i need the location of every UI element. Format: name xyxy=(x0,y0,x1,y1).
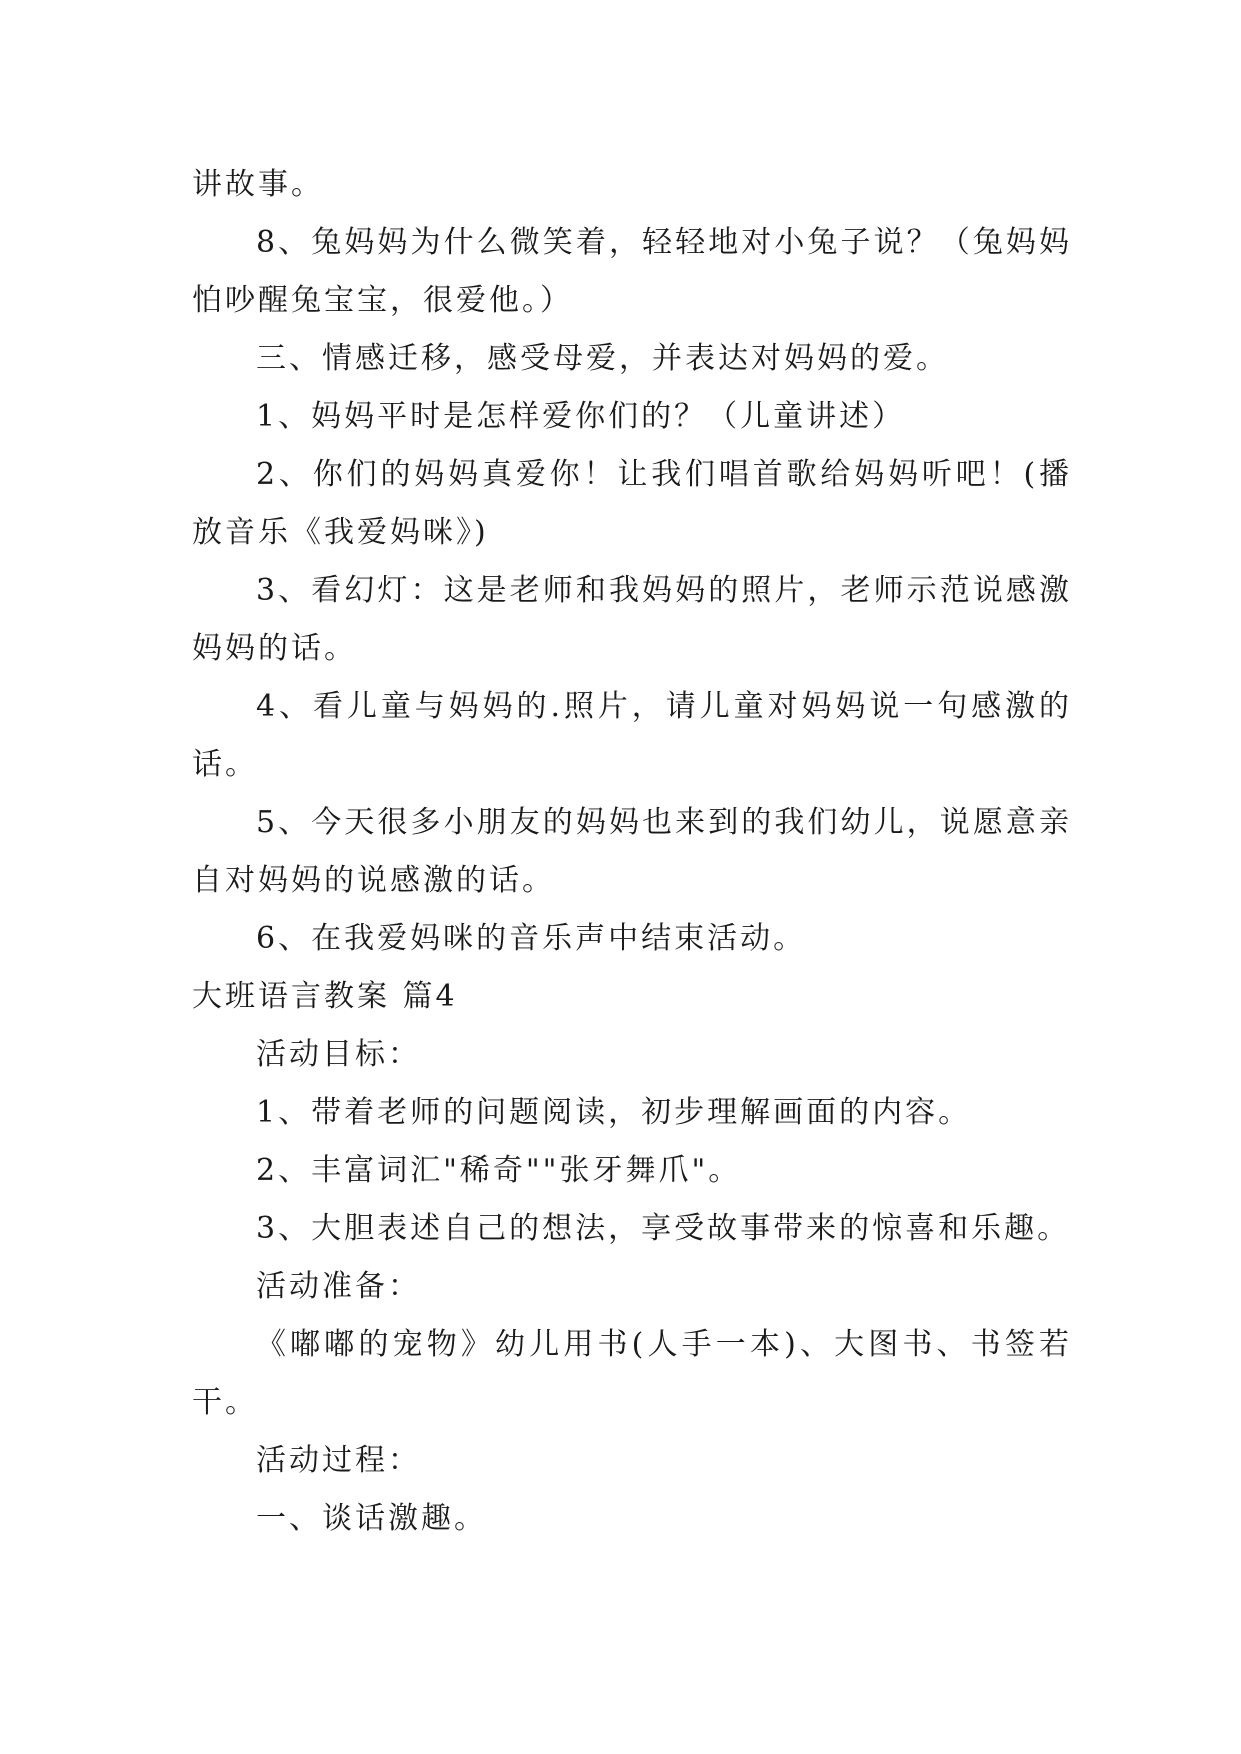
list-item: 1、妈妈平时是怎样爱你们的？（儿童讲述） xyxy=(256,399,906,434)
paragraph: 8、兔妈妈为什么微笑着，轻轻地对小兔子说？（兔妈妈怕吵醒兔宝宝，很爱他。） xyxy=(192,225,1072,318)
subheading: 活动过程： xyxy=(256,1443,421,1478)
list-item: 6、在我爱妈咪的音乐声中结束活动。 xyxy=(256,921,807,956)
paragraph: 《嘟嘟的宠物》幼儿用书(人手一本)、大图书、书签若干。 xyxy=(192,1327,1072,1420)
document-heading: 大班语言教案 篇4 xyxy=(192,979,458,1014)
list-item: 1、带着老师的问题阅读，初步理解画面的内容。 xyxy=(256,1095,972,1130)
list-item: 4、看儿童与妈妈的.照片，请儿童对妈妈说一句感激的话。 xyxy=(192,689,1072,782)
list-item: 2、丰富词汇"稀奇""张牙舞爪"。 xyxy=(256,1153,742,1188)
paragraph: 讲故事。 xyxy=(192,167,324,202)
document-body xyxy=(192,156,1072,1548)
subheading: 活动目标： xyxy=(256,1037,421,1072)
list-item: 5、今天很多小朋友的妈妈也来到的我们幼儿，说愿意亲自对妈妈的说感激的话。 xyxy=(192,805,1072,898)
list-item: 2、你们的妈妈真爱你！让我们唱首歌给妈妈听吧！(播放音乐《我爱妈咪》) xyxy=(192,457,1072,550)
list-item: 3、看幻灯：这是老师和我妈妈的照片，老师示范说感激妈妈的话。 xyxy=(192,573,1072,666)
list-item: 3、大胆表述自己的想法，享受故事带来的惊喜和乐趣。 xyxy=(256,1211,1071,1246)
subheading: 活动准备： xyxy=(256,1269,421,1304)
section-heading: 一、谈话激趣。 xyxy=(256,1501,487,1536)
section-heading: 三、情感迁移，感受母爱，并表达对妈妈的爱。 xyxy=(256,341,949,376)
